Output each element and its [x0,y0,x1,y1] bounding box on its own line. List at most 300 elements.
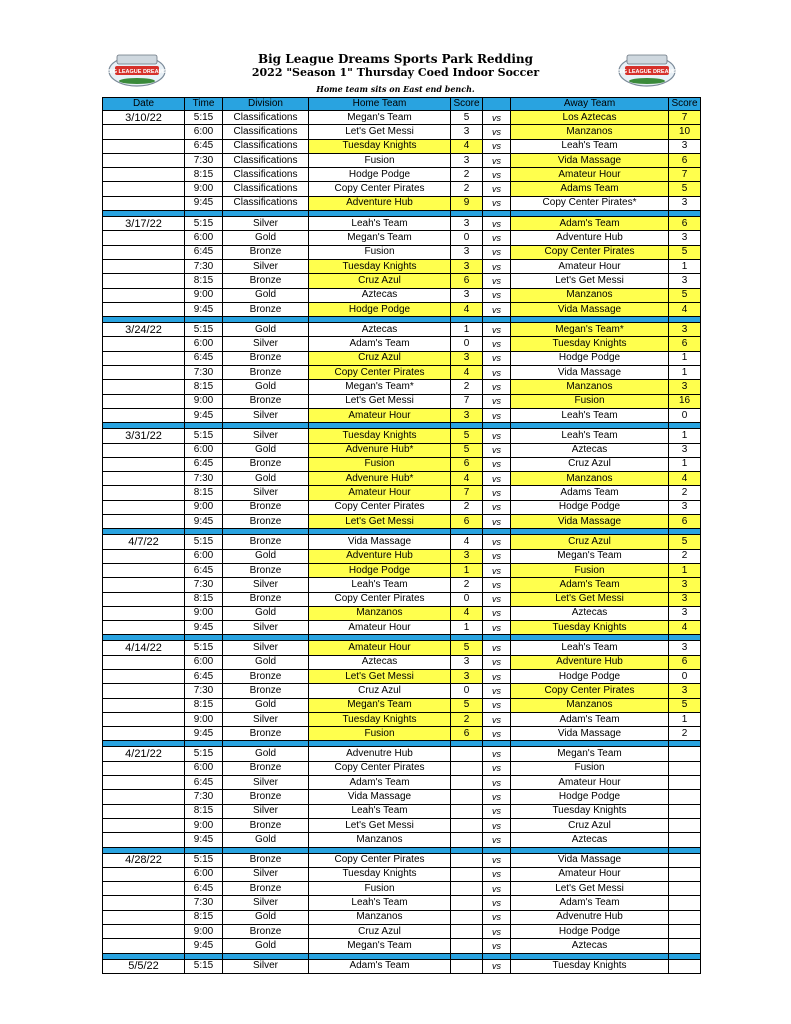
home-score-cell: 2 [451,712,483,726]
home-score-cell: 4 [451,535,483,549]
division-cell: Silver [223,621,309,635]
away-team-cell: Vida Massage [511,515,669,529]
vs-cell: vs [483,549,511,563]
division-cell: Gold [223,606,309,620]
table-row [103,457,701,471]
vs-cell: vs [483,655,511,669]
page-title: Big League Dreams Sports Park Redding [257,52,534,66]
division-cell: Bronze [223,669,309,683]
date-cell [103,231,185,245]
vs-cell: vs [483,867,511,881]
time-cell: 5:15 [185,111,223,125]
away-score-cell: 5 [669,245,701,259]
away-team-cell: Tuesday Knights [511,959,669,973]
vs-cell: vs [483,380,511,394]
table-row [103,776,701,790]
away-team-cell: Megan's Team [511,747,669,761]
home-team-cell: Cruz Azul [309,274,451,288]
away-team-cell: Vida Massage [511,302,669,316]
home-score-cell [451,804,483,818]
vs-cell: vs [483,925,511,939]
division-cell: Bronze [223,302,309,316]
home-score-cell: 9 [451,196,483,210]
home-score-cell [451,761,483,775]
time-cell: 6:00 [185,231,223,245]
table-row [103,761,701,775]
division-cell: Gold [223,231,309,245]
time-cell: 9:00 [185,500,223,514]
away-team-cell: Amateur Hour [511,168,669,182]
date-cell [103,259,185,273]
home-team-cell: Vida Massage [309,790,451,804]
division-cell: Bronze [223,394,309,408]
table-row [103,125,701,139]
schedule-table [102,97,701,974]
home-team-cell: Megan's Team [309,111,451,125]
division-cell: Classifications [223,182,309,196]
date-cell [103,684,185,698]
date-cell [103,182,185,196]
table-row [103,380,701,394]
time-cell: 8:15 [185,168,223,182]
away-team-cell: Manzanos [511,472,669,486]
vs-cell: vs [483,959,511,973]
home-team-cell: Adventure Hub [309,549,451,563]
date-cell [103,274,185,288]
table-row [103,337,701,351]
away-team-cell: Let's Get Messi [511,882,669,896]
home-score-cell: 3 [451,669,483,683]
away-team-cell: Adams Team [511,182,669,196]
date-cell [103,621,185,635]
home-team-cell: Copy Center Pirates [309,366,451,380]
table-row [103,394,701,408]
home-team-cell: Adam's Team [309,337,451,351]
away-team-cell: Tuesday Knights [511,621,669,635]
table-row [103,669,701,683]
division-cell: Silver [223,486,309,500]
date-cell [103,833,185,847]
away-score-cell [669,882,701,896]
away-team-cell: Manzanos [511,380,669,394]
home-team-cell: Copy Center Pirates [309,592,451,606]
away-score-cell: 1 [669,351,701,365]
time-cell: 6:00 [185,125,223,139]
away-team-cell: Adam's Team [511,896,669,910]
date-cell [103,515,185,529]
away-score-cell [669,853,701,867]
table-row [103,747,701,761]
home-team-cell: Advenure Hub* [309,443,451,457]
table-row [103,351,701,365]
table-row [103,727,701,741]
vs-cell: vs [483,563,511,577]
date-cell [103,867,185,881]
home-score-cell [451,959,483,973]
date-cell [103,472,185,486]
division-cell: Classifications [223,125,309,139]
home-team-cell: Aztecas [309,655,451,669]
vs-cell: vs [483,408,511,422]
time-cell: 6:45 [185,351,223,365]
vs-cell: vs [483,323,511,337]
away-team-cell: Tuesday Knights [511,337,669,351]
division-cell: Silver [223,641,309,655]
home-team-cell: Megan's Team* [309,380,451,394]
away-team-cell: Vida Massage [511,853,669,867]
table-row [103,882,701,896]
division-cell: Silver [223,217,309,231]
date-cell [103,366,185,380]
home-team-cell: Cruz Azul [309,351,451,365]
away-team-cell: Amateur Hour [511,776,669,790]
away-score-cell: 7 [669,168,701,182]
away-team-cell: Amateur Hour [511,259,669,273]
division-cell: Bronze [223,882,309,896]
away-score-cell [669,776,701,790]
table-row [103,486,701,500]
schedule-body [103,111,701,974]
vs-cell: vs [483,139,511,153]
home-score-cell [451,882,483,896]
date-cell: 4/7/22 [103,535,185,549]
away-score-cell [669,925,701,939]
vs-cell: vs [483,939,511,953]
table-row [103,168,701,182]
table-row [103,790,701,804]
away-team-cell: Fusion [511,394,669,408]
away-team-cell: Hodge Podge [511,790,669,804]
home-team-cell: Tuesday Knights [309,139,451,153]
home-team-cell: Tuesday Knights [309,712,451,726]
date-cell: 4/21/22 [103,747,185,761]
home-team-cell: Copy Center Pirates [309,853,451,867]
col-division: Division [223,98,309,111]
away-team-cell: Aztecas [511,443,669,457]
away-team-cell: Cruz Azul [511,818,669,832]
home-score-cell [451,939,483,953]
vs-cell: vs [483,366,511,380]
away-team-cell: Amateur Hour [511,867,669,881]
vs-cell: vs [483,111,511,125]
home-score-cell: 3 [451,217,483,231]
home-score-cell: 4 [451,606,483,620]
vs-cell: vs [483,535,511,549]
table-row [103,111,701,125]
division-cell: Bronze [223,790,309,804]
away-score-cell [669,910,701,924]
time-cell: 9:00 [185,818,223,832]
date-cell [103,804,185,818]
away-score-cell: 3 [669,641,701,655]
away-score-cell: 0 [669,408,701,422]
table-row [103,896,701,910]
date-cell [103,549,185,563]
away-team-cell: Manzanos [511,698,669,712]
logo-text: BIG LEAGUE DREAMS [617,69,677,75]
date-cell [103,698,185,712]
home-team-cell: Adam's Team [309,776,451,790]
away-score-cell [669,939,701,953]
away-team-cell: Hodge Podge [511,500,669,514]
division-cell: Bronze [223,818,309,832]
table-row [103,925,701,939]
table-row [103,563,701,577]
away-team-cell: Hodge Podge [511,925,669,939]
division-cell: Bronze [223,366,309,380]
vs-cell: vs [483,259,511,273]
time-cell: 7:30 [185,153,223,167]
vs-cell: vs [483,790,511,804]
division-cell: Gold [223,698,309,712]
date-cell [103,910,185,924]
division-cell: Bronze [223,563,309,577]
vs-cell: vs [483,168,511,182]
away-score-cell: 5 [669,698,701,712]
away-score-cell: 7 [669,111,701,125]
away-team-cell: Vida Massage [511,366,669,380]
home-score-cell: 5 [451,698,483,712]
away-score-cell: 2 [669,486,701,500]
table-row [103,578,701,592]
time-cell: 9:45 [185,196,223,210]
date-cell [103,655,185,669]
home-team-cell: Tuesday Knights [309,867,451,881]
vs-cell: vs [483,182,511,196]
table-row [103,196,701,210]
away-team-cell: Adam's Team [511,712,669,726]
date-cell [103,288,185,302]
home-score-cell: 3 [451,288,483,302]
away-score-cell: 3 [669,323,701,337]
home-score-cell: 3 [451,153,483,167]
division-cell: Silver [223,867,309,881]
vs-cell: vs [483,853,511,867]
table-row [103,139,701,153]
time-cell: 6:00 [185,867,223,881]
vs-cell: vs [483,606,511,620]
date-cell [103,443,185,457]
division-cell: Gold [223,323,309,337]
table-row [103,366,701,380]
away-score-cell: 6 [669,337,701,351]
division-cell: Bronze [223,457,309,471]
home-score-cell [451,747,483,761]
away-team-cell: Megan's Team* [511,323,669,337]
vs-cell: vs [483,274,511,288]
away-score-cell: 10 [669,125,701,139]
home-team-cell: Amateur Hour [309,408,451,422]
home-team-cell: Tuesday Knights [309,429,451,443]
home-team-cell: Manzanos [309,606,451,620]
home-score-cell: 6 [451,457,483,471]
date-cell [103,727,185,741]
date-cell [103,337,185,351]
vs-cell: vs [483,302,511,316]
division-cell: Classifications [223,111,309,125]
column-header-row [103,98,701,111]
home-score-cell: 2 [451,182,483,196]
away-score-cell [669,804,701,818]
vs-cell: vs [483,592,511,606]
vs-cell: vs [483,761,511,775]
home-score-cell [451,925,483,939]
home-score-cell: 7 [451,486,483,500]
away-score-cell: 3 [669,606,701,620]
time-cell: 6:45 [185,776,223,790]
table-row [103,655,701,669]
away-score-cell: 3 [669,196,701,210]
date-cell [103,790,185,804]
vs-cell: vs [483,910,511,924]
away-score-cell: 0 [669,669,701,683]
date-cell: 4/14/22 [103,641,185,655]
away-team-cell: Adventure Hub [511,655,669,669]
vs-cell: vs [483,429,511,443]
home-team-cell: Vida Massage [309,535,451,549]
home-score-cell: 4 [451,139,483,153]
vs-cell: vs [483,515,511,529]
away-team-cell: Hodge Podge [511,351,669,365]
time-cell: 9:00 [185,288,223,302]
col-home-score: Score [451,98,483,111]
vs-cell: vs [483,486,511,500]
time-cell: 9:00 [185,925,223,939]
away-team-cell: Adams Team [511,486,669,500]
home-score-cell [451,867,483,881]
home-team-cell: Let's Get Messi [309,394,451,408]
time-cell: 9:45 [185,408,223,422]
time-cell: 8:15 [185,486,223,500]
table-row [103,429,701,443]
table-row [103,245,701,259]
date-cell [103,669,185,683]
division-cell: Gold [223,288,309,302]
time-cell: 5:15 [185,641,223,655]
away-score-cell: 3 [669,380,701,394]
time-cell: 6:00 [185,549,223,563]
home-team-cell: Let's Get Messi [309,515,451,529]
vs-cell: vs [483,351,511,365]
home-team-cell: Fusion [309,153,451,167]
vs-cell: vs [483,684,511,698]
home-score-cell: 3 [451,351,483,365]
away-team-cell: Let's Get Messi [511,274,669,288]
date-cell [103,139,185,153]
home-score-cell: 0 [451,337,483,351]
time-cell: 5:15 [185,217,223,231]
division-cell: Bronze [223,515,309,529]
home-team-cell: Hodge Podge [309,168,451,182]
home-team-cell: Amateur Hour [309,621,451,635]
division-cell: Gold [223,443,309,457]
time-cell: 5:15 [185,853,223,867]
home-team-cell: Leah's Team [309,896,451,910]
table-row [103,274,701,288]
away-team-cell: Leah's Team [511,408,669,422]
table-row [103,804,701,818]
division-cell: Bronze [223,761,309,775]
time-cell: 9:45 [185,727,223,741]
away-team-cell: Let's Get Messi [511,592,669,606]
vs-cell: vs [483,804,511,818]
home-score-cell [451,790,483,804]
away-team-cell: Adam's Team [511,578,669,592]
away-score-cell: 3 [669,500,701,514]
time-cell: 6:45 [185,882,223,896]
away-team-cell: Fusion [511,761,669,775]
time-cell: 5:15 [185,535,223,549]
home-score-cell: 3 [451,655,483,669]
table-row [103,408,701,422]
date-cell [103,457,185,471]
home-score-cell: 1 [451,621,483,635]
home-score-cell: 1 [451,323,483,337]
away-score-cell [669,833,701,847]
away-team-cell: Manzanos [511,288,669,302]
table-row [103,621,701,635]
away-score-cell: 16 [669,394,701,408]
away-score-cell: 4 [669,302,701,316]
time-cell: 9:45 [185,939,223,953]
home-team-cell: Megan's Team [309,939,451,953]
time-cell: 9:00 [185,606,223,620]
away-score-cell: 3 [669,592,701,606]
time-cell: 9:45 [185,833,223,847]
home-score-cell: 6 [451,515,483,529]
time-cell: 6:00 [185,337,223,351]
time-cell: 9:00 [185,394,223,408]
vs-cell: vs [483,641,511,655]
time-cell: 6:45 [185,457,223,471]
table-row [103,712,701,726]
vs-cell: vs [483,125,511,139]
away-score-cell: 5 [669,288,701,302]
time-cell: 5:15 [185,959,223,973]
time-cell: 7:30 [185,259,223,273]
time-cell: 6:45 [185,245,223,259]
division-cell: Gold [223,747,309,761]
time-cell: 6:45 [185,669,223,683]
table-row [103,818,701,832]
division-cell: Classifications [223,168,309,182]
date-cell [103,925,185,939]
home-score-cell: 4 [451,472,483,486]
vs-cell: vs [483,394,511,408]
table-row [103,592,701,606]
home-score-cell [451,776,483,790]
time-cell: 6:00 [185,443,223,457]
away-score-cell [669,790,701,804]
away-team-cell: Leah's Team [511,429,669,443]
time-cell: 7:30 [185,366,223,380]
vs-cell: vs [483,217,511,231]
away-score-cell [669,818,701,832]
table-row [103,939,701,953]
table-row [103,606,701,620]
date-cell [103,896,185,910]
col-time: Time [185,98,223,111]
home-team-cell: Manzanos [309,833,451,847]
division-cell: Gold [223,833,309,847]
time-cell: 6:00 [185,655,223,669]
home-score-cell [451,896,483,910]
away-team-cell: Aztecas [511,606,669,620]
col-vs [483,98,511,111]
vs-cell: vs [483,747,511,761]
date-cell [103,606,185,620]
away-score-cell: 2 [669,727,701,741]
